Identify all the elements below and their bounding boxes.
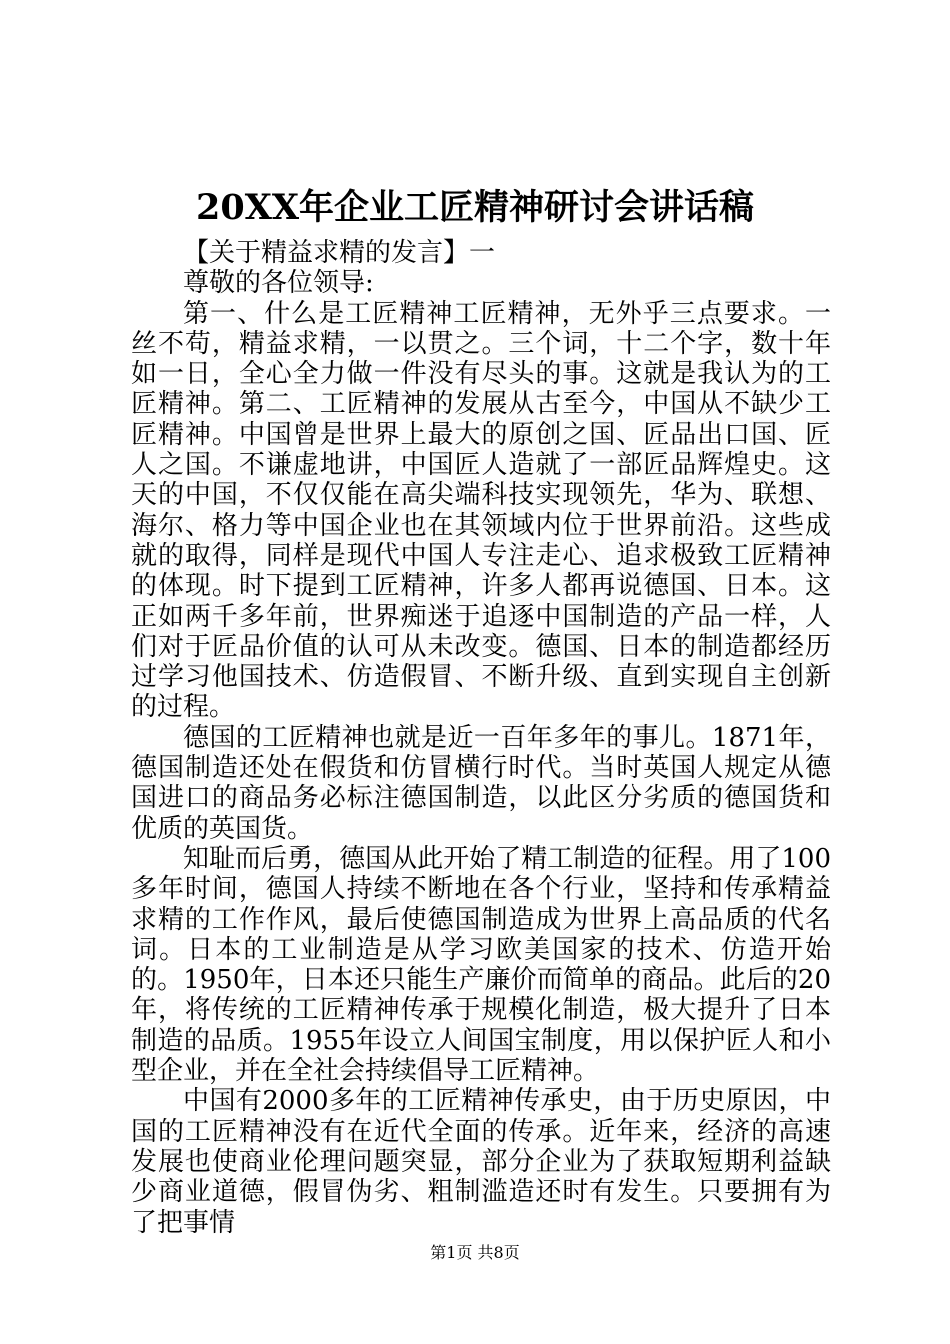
page-number: 第1页 共8页 [430,1243,520,1262]
section-heading: 【关于精益求精的发言】一 [183,238,496,268]
salutation: 尊敬的各位领导: [183,268,374,299]
paragraph: 德国的工匠精神也就是近一百年多年的事儿。1871年，德国制造还处在假货和仿冒横行时代。当时英国人规定从德国进口的商品务必标注德国制造，以此区分劣质的德国货和优质的英国货。 [131,722,831,844]
paragraph: 中国有2000多年的工匠精神传承史，由于历史原因，中国的工匠精神没有在近代全面的传承。近年来，经济的高速发展也使商业伦理问题突显，部分企业为了获取短期利益缺少商业道德，假冒伪劣、粗制滥造还时有发生。只要拥有为了把事情 [131,1086,831,1238]
document-body [131,238,831,1238]
paragraph: 第一、什么是工匠精神工匠精神，无外乎三点要求。一丝不苟，精益求精，一以贯之。三个词，十二个字，数十年如一日，全心全力做一件没有尽头的事。这就是我认为的工匠精神。第二、工匠精神的发展从古至今，中国从不缺少工匠精神。中国曾是世界上最大的原创之国、匠品出口国、匠人之国。不谦虚地讲，中国匠人造就了一部匠品辉煌史。这天的中国，不仅仅能在高尖端科技实现领先，华为、联想、海尔、格力等中国企业也在其领域内位于世界前沿。这些成就的取得，同样是现代中国人专注走心、追求极致工匠精神的体现。时下提到工匠精神，许多人都再说德国、日本。这正如两千多年前，世界痴迷于追逐中国制造的产品一样，人们对于匠品价值的认可从未改变。德国、日本的制造都经历过学习他国技术、仿造假冒、不断升级、直到实现自主创新的过程。 [131,298,831,723]
document-title: 20XX年企业工匠精神研讨会讲话稿 [195,187,755,228]
paragraph: 知耻而后勇，德国从此开始了精工制造的征程。用了100多年时间，德国人持续不断地在各个行业，坚持和传承精益求精的工作作风，最后使德国制造成为世界上高品质的代名词。日本的工业制造是从学习欧美国家的技术、仿造开始的。1950年，日本还只能生产廉价而简单的商品。此后的20年，将传统的工匠精神传承于规模化制造，极大提升了日本制造的品质。1955年设立人间国宝制度，用以保护匠人和小型企业，并在全社会持续倡导工匠精神。 [131,843,831,1087]
